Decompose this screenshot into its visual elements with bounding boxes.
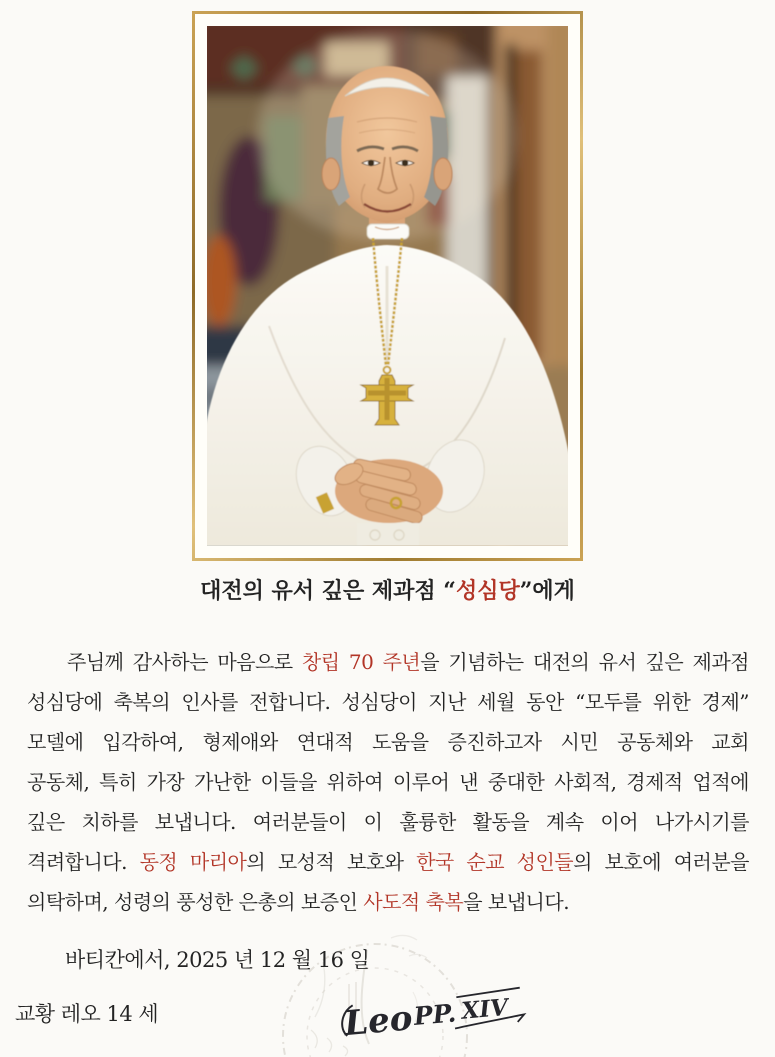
body-line: [27, 642, 749, 682]
text-run: 격려합니다.: [27, 850, 140, 874]
signature-name: Leo: [342, 998, 414, 1045]
text-run: ”에게: [519, 578, 575, 604]
text-run: 성심당에 축복의 인사를 전합니다. 성심당이 지난 세월 동안 “모두를 위한 경제”: [27, 690, 749, 714]
text-run: 의 보호에 여러분을: [573, 850, 749, 874]
body-line: [27, 882, 749, 922]
highlighted-text: 창립 70 주년: [301, 650, 421, 674]
pope-signature: [335, 980, 542, 1053]
body-line: [27, 762, 749, 802]
body-line: [27, 722, 749, 762]
text-run: 을 보냅니다.: [463, 890, 570, 914]
ear-left: [322, 158, 340, 190]
letter-body: [27, 642, 749, 922]
highlighted-text: 동정 마리아: [139, 850, 247, 874]
text-run: 모델에 입각하여, 형제애와 연대적 도움을 증진하고자 시민 공동체와 교회: [27, 730, 749, 754]
clerical-collar: [367, 224, 409, 239]
body-line: [27, 842, 749, 882]
pope-portrait-photo: [207, 26, 568, 546]
pope-portrait-frame: [192, 11, 583, 561]
ear-right: [434, 158, 452, 190]
text-run: 깊은 치하를 보냅니다. 여러분들이 이 훌륭한 활동을 계속 이어 나가시기를: [27, 810, 749, 834]
dateline: 바티칸에서, 2025 년 12 월 16 일: [65, 948, 370, 972]
signer-title: 교황 레오 14 세: [15, 1002, 159, 1026]
body-line: [27, 802, 749, 842]
text-run: 주님께 감사하는 마음으로: [67, 650, 302, 674]
signature-numeral: XIV: [460, 993, 510, 1025]
text-run: 을 기념하는 대전의 유서 깊은 제과점: [420, 650, 750, 674]
text-run: 공동체, 특히 가장 가난한 이들을 위하여 이루어 낸 중대한 사회적, 경제적 업적에: [27, 770, 749, 794]
highlighted-text: 한국 순교 성인들: [416, 850, 574, 874]
body-line: [27, 682, 749, 722]
text-run: 의탁하며, 성령의 풍성한 은총의 보증인: [27, 890, 364, 914]
highlighted-text: 성심당: [455, 578, 520, 604]
text-run: 의 모성적 보호와: [246, 850, 417, 874]
text-run: 대전의 유서 깊은 제과점 “: [200, 578, 456, 604]
photo-caption: [0, 574, 775, 605]
signature-title: PP.: [412, 998, 458, 1031]
highlighted-text: 사도적 축복: [363, 890, 464, 914]
